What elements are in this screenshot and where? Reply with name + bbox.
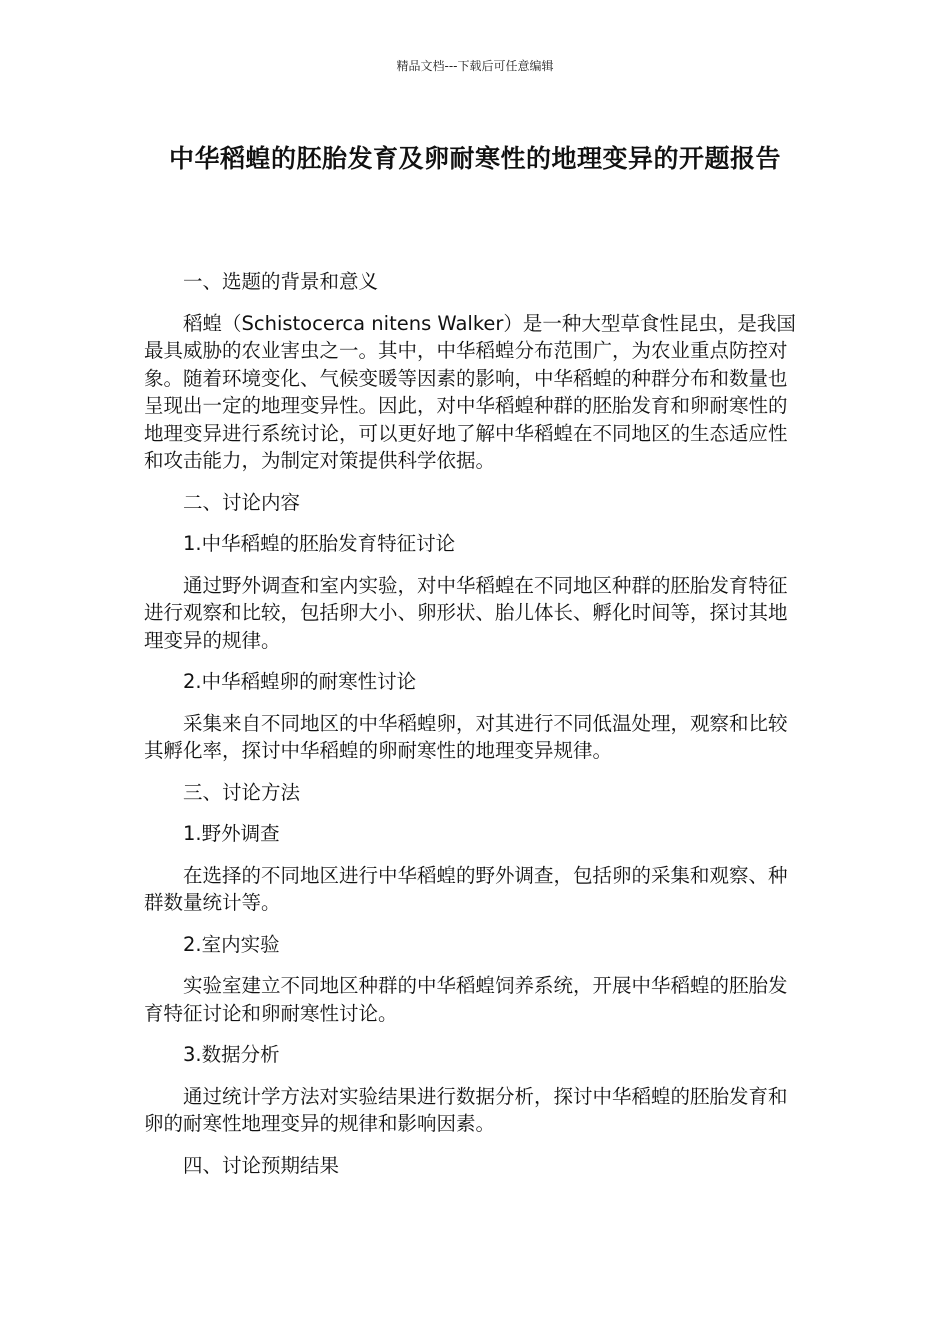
document-body (144, 268, 806, 1193)
section-3-paragraph-2: 实验室建立不同地区种群的中华稻蝗饲养系统，开展中华稻蝗的胚胎发育特征讨论和卵耐寒性讨论。 (144, 974, 788, 1025)
section-3-heading: 三、讨论方法 (183, 780, 301, 804)
section-3-paragraph-1: 在选择的不同地区进行中华稻蝗的野外调查，包括卵的采集和观察、种群数量统计等。 (144, 863, 788, 914)
section-2-paragraph-2: 采集来自不同地区的中华稻蝗卵，对其进行不同低温处理，观察和比较其孵化率，探讨中华稻蝗的卵耐寒性的地理变异规律。 (144, 711, 788, 762)
section-1-heading: 一、选题的背景和意义 (183, 270, 379, 293)
section-3-subheading-1: 1.野外调查 (183, 822, 280, 845)
section-2-subheading-2: 2.中华稻蝗卵的耐寒性讨论 (183, 670, 417, 693)
document-title: 中华稻蝗的胚胎发育及卵耐寒性的地理变异的开题报告 (168, 144, 781, 173)
section-4-heading: 四、讨论预期结果 (183, 1153, 340, 1177)
section-2-heading: 二、讨论内容 (183, 490, 301, 514)
section-3-paragraph-3: 通过统计学方法对实验结果进行数据分析，探讨中华稻蝗的胚胎发育和卵的耐寒性地理变异的规律和影响因素。 (144, 1084, 788, 1135)
header-note: 精品文档---下载后可任意编辑 (396, 59, 554, 73)
section-2-paragraph-1: 通过野外调查和室内实验，对中华稻蝗在不同地区种群的胚胎发育特征进行观察和比较，包括卵大小、卵形状、胎儿体长、孵化时间等，探讨其地理变异的规律。 (144, 573, 788, 652)
section-1-paragraph: 稻蝗（Schistocerca nitens Walker）是一种大型草食性昆虫，是我国最具威胁的农业害虫之一。其中，中华稻蝗分布范围广，为农业重点防控对象。随着环境变化、气候变暖等因素的影响，中华稻蝗的种群分布和数量也呈现出一定的地理变异性。因此，对中华稻蝗种群的胚胎发育和卵耐寒性的地理变异进行系统讨论，可以更好地了解中华稻蝗在不同地区的生态适应性和攻击能力，为制定对策提供科学依据。 (144, 311, 796, 472)
section-2-subheading-1: 1.中华稻蝗的胚胎发育特征讨论 (183, 532, 456, 555)
section-3-subheading-2: 2.室内实验 (183, 932, 280, 956)
section-3-subheading-3: 3.数据分析 (183, 1043, 280, 1066)
